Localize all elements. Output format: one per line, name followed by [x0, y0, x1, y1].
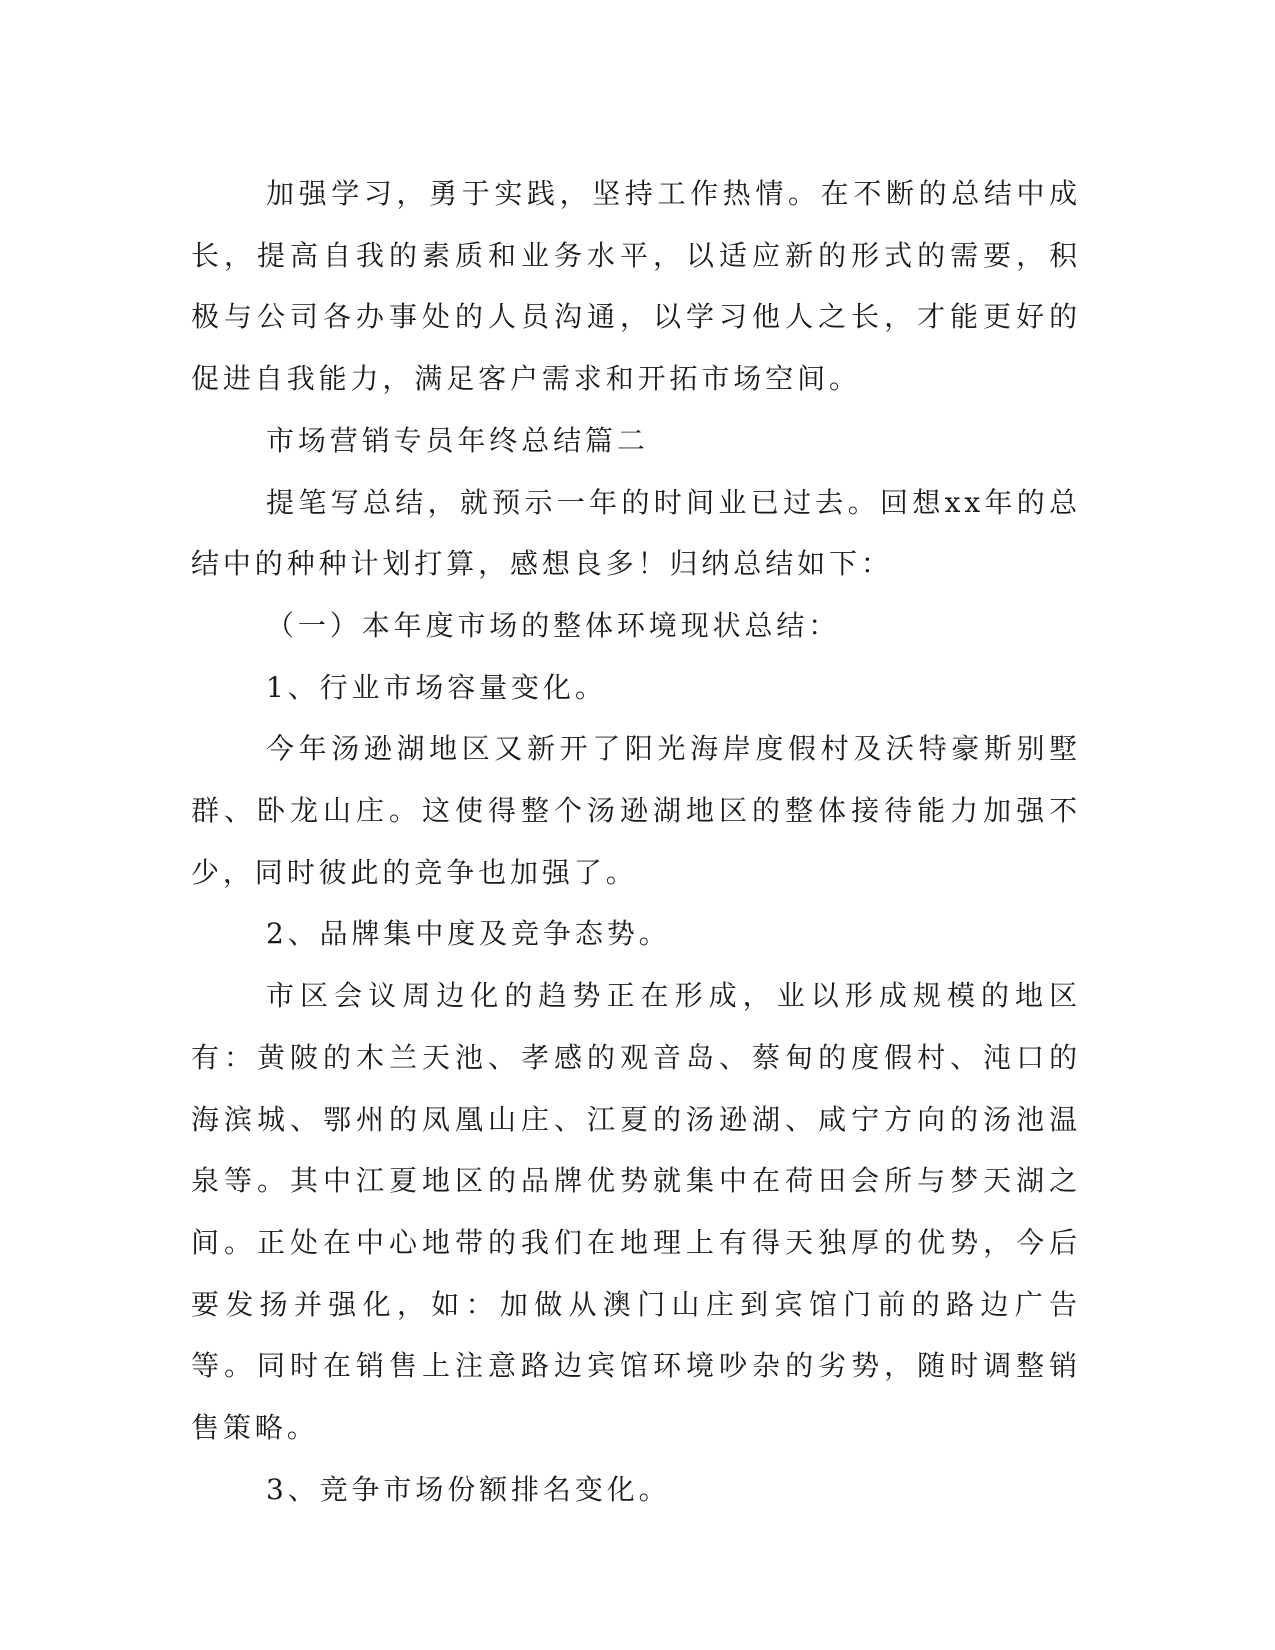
- document-body: [191, 163, 1081, 1520]
- item-heading-3: 3、竞争市场份额排名变化。: [266, 1472, 671, 1506]
- item-heading-2: 2、品牌集中度及竞争态势。: [266, 917, 671, 951]
- item-heading-1: 1、行业市场容量变化。: [266, 670, 607, 704]
- paragraph-brand-competition: 市区会议周边化的趋势正在形成，业以形成规模的地区有：黄陂的木兰天池、孝感的观音岛、蔡甸的度假村、沌口的海滨城、鄂州的凤凰山庄、江夏的汤逊湖、咸宁方向的汤池温泉等。其中江夏地区的品牌优势就集中在荷田会所与梦天湖之间。正处在中心地带的我们在地理上有得天独厚的优势，今后要发扬并强化，如：加做从澳门山庄到宾馆门前的路边广告等。同时在销售上注意路边宾馆环境吵杂的劣势，随时调整销售策略。: [191, 979, 1081, 1445]
- paragraph-intro: 提笔写总结，就预示一年的时间业已过去。回想xx年的总结中的种种计划打算，感想良多！归纳总结如下：: [191, 485, 1081, 581]
- section-heading: 市场营销专员年终总结篇二: [266, 423, 649, 457]
- paragraph-market-capacity: 今年汤逊湖地区又新开了阳光海岸度假村及沃特豪斯别墅群、卧龙山庄。这使得整个汤逊湖地区的整体接待能力加强不少，同时彼此的竞争也加强了。: [191, 732, 1081, 889]
- paragraph-study-summary: 加强学习，勇于实践，坚持工作热情。在不断的总结中成长，提高自我的素质和业务水平，以适应新的形式的需要，积极与公司各办事处的人员沟通，以学习他人之长，才能更好的促进自我能力，满足客户需求和开拓市场空间。: [191, 177, 1081, 396]
- subheading-market-environment: （一）本年度市场的整体环境现状总结：: [266, 608, 841, 642]
